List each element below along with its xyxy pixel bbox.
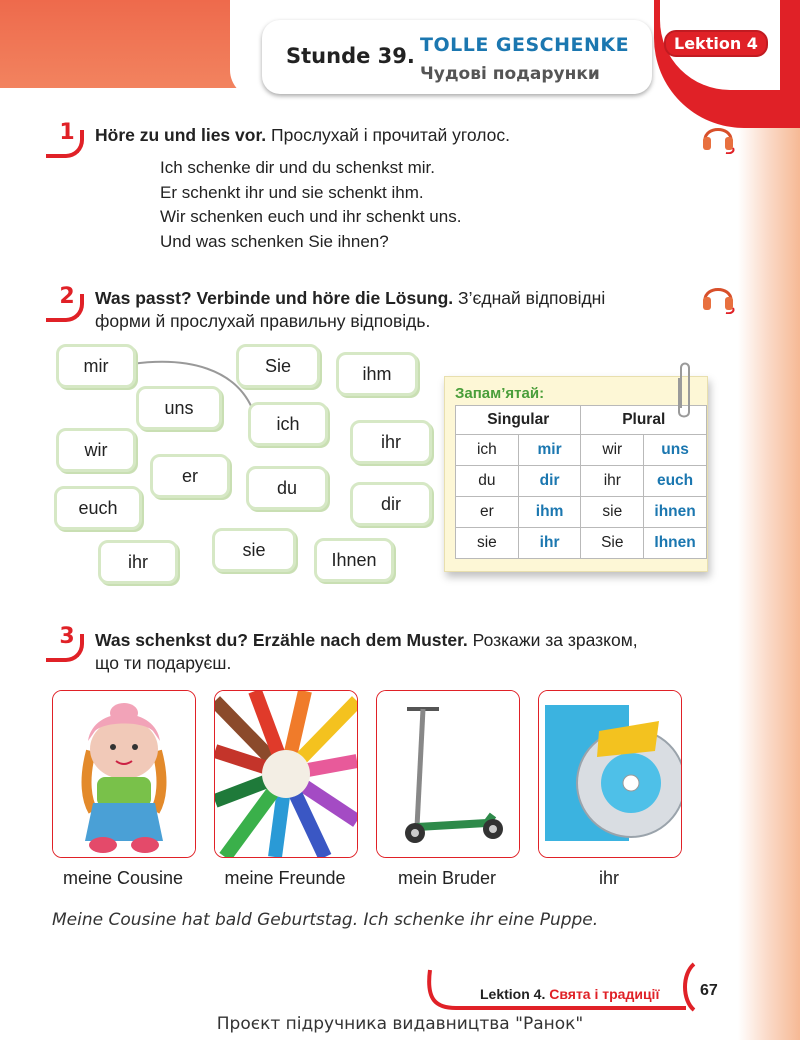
picture-scooter — [376, 690, 520, 858]
table-cell: ich — [456, 435, 519, 466]
task-3-number: 3 — [52, 624, 82, 654]
picture-caption: meine Cousine — [62, 868, 184, 888]
lesson-title-ua: Чудові подарунки — [420, 64, 600, 84]
word-chip[interactable]: euch — [54, 486, 142, 530]
word-chip[interactable]: ich — [248, 402, 328, 446]
table-cell: euch — [644, 466, 707, 497]
poem-line: Ich schenke dir und du schenkst mir. — [160, 158, 435, 177]
lektion-label: Lektion 4 — [664, 30, 768, 57]
scooter-illustration — [377, 691, 519, 857]
page-number: 67 — [700, 982, 718, 999]
picture-cd — [538, 690, 682, 858]
task-2-number: 2 — [52, 284, 82, 314]
task-1-instruction-ua: Прослухай і прочитай уголос. — [271, 125, 510, 145]
picture-pencils — [214, 690, 358, 858]
table-row — [456, 466, 707, 497]
doll-illustration — [53, 691, 195, 857]
footer-lektion-label: Lektion 4. — [480, 986, 546, 1002]
task-3-instruction-de: Was schenkst du? Erzähle nach dem Muster. — [95, 630, 468, 650]
word-chip[interactable]: mir — [56, 344, 136, 388]
picture-doll — [52, 690, 196, 858]
picture-caption: mein Bruder — [397, 868, 497, 888]
task-2-instruction-ua: З’єднай відповідні форми й прослухай правильну відповідь. — [95, 288, 606, 331]
word-chip[interactable]: sie — [212, 528, 296, 572]
lesson-number: Stunde 39. — [286, 44, 415, 68]
lesson-title-de: TOLLE GESCHENKE — [420, 34, 630, 56]
word-chip[interactable]: Sie — [236, 344, 320, 388]
table-cell: sie — [581, 497, 644, 528]
memo-card — [444, 376, 708, 572]
table-row — [456, 497, 707, 528]
word-chip[interactable]: ihr — [98, 540, 178, 584]
table-cell: ihm — [518, 497, 581, 528]
table-cell: du — [456, 466, 519, 497]
memo-title: Запам’ятай: — [455, 385, 545, 402]
task-2-instruction-de: Was passt? Verbinde und höre die Lösung. — [95, 288, 454, 308]
table-row — [456, 435, 707, 466]
word-chip[interactable]: ihm — [336, 352, 418, 396]
table-cell: ihr — [581, 466, 644, 497]
table-cell: wir — [581, 435, 644, 466]
task-1-instruction-de: Höre zu und lies vor. — [95, 125, 267, 145]
table-header: Plural — [581, 406, 707, 435]
table-cell: Sie — [581, 528, 644, 559]
table-cell: er — [456, 497, 519, 528]
table-cell: Ihnen — [644, 528, 707, 559]
word-chip[interactable]: Ihnen — [314, 538, 394, 582]
task-1-number: 1 — [52, 120, 82, 150]
pencils-illustration — [215, 691, 357, 857]
word-chip[interactable]: dir — [350, 482, 432, 526]
table-header: Singular — [456, 406, 581, 435]
word-chip[interactable]: uns — [136, 386, 222, 430]
word-chip[interactable]: wir — [56, 428, 136, 472]
table-cell: sie — [456, 528, 519, 559]
poem-line: Wir schenken euch und ihr schenkt uns. — [160, 207, 462, 226]
pronoun-table — [455, 405, 707, 559]
table-cell: dir — [518, 466, 581, 497]
picture-caption: ihr — [598, 868, 619, 888]
task-3-instruction-ua: Розкажи за зразком, що ти подаруєш. — [95, 630, 638, 673]
example-sentence: Meine Cousine hat bald Geburtstag. Ich schenke ihr eine Puppe. — [52, 910, 599, 930]
poem-line: Er schenkt ihr und sie schenkt ihm. — [160, 182, 424, 202]
table-cell: ihnen — [644, 497, 707, 528]
table-header-row — [456, 406, 707, 435]
word-chip[interactable]: du — [246, 466, 328, 510]
table-cell: ihr — [518, 528, 581, 559]
word-chip[interactable]: er — [150, 454, 230, 498]
picture-caption: meine Freunde — [224, 868, 346, 888]
table-cell: mir — [518, 435, 581, 466]
table-cell: uns — [644, 435, 707, 466]
poem-line: Und was schenken Sie ihnen? — [160, 231, 389, 251]
paperclip-icon — [676, 360, 694, 420]
table-row — [456, 528, 707, 559]
publisher-note: Проєкт підручника видавництва "Ранок" — [216, 1014, 584, 1034]
task-3-instruction — [95, 629, 655, 675]
word-chip[interactable]: ihr — [350, 420, 432, 464]
cd-illustration — [539, 691, 681, 857]
footer-topic: Свята і традиції — [549, 986, 660, 1002]
footer-lektion — [480, 986, 659, 1002]
